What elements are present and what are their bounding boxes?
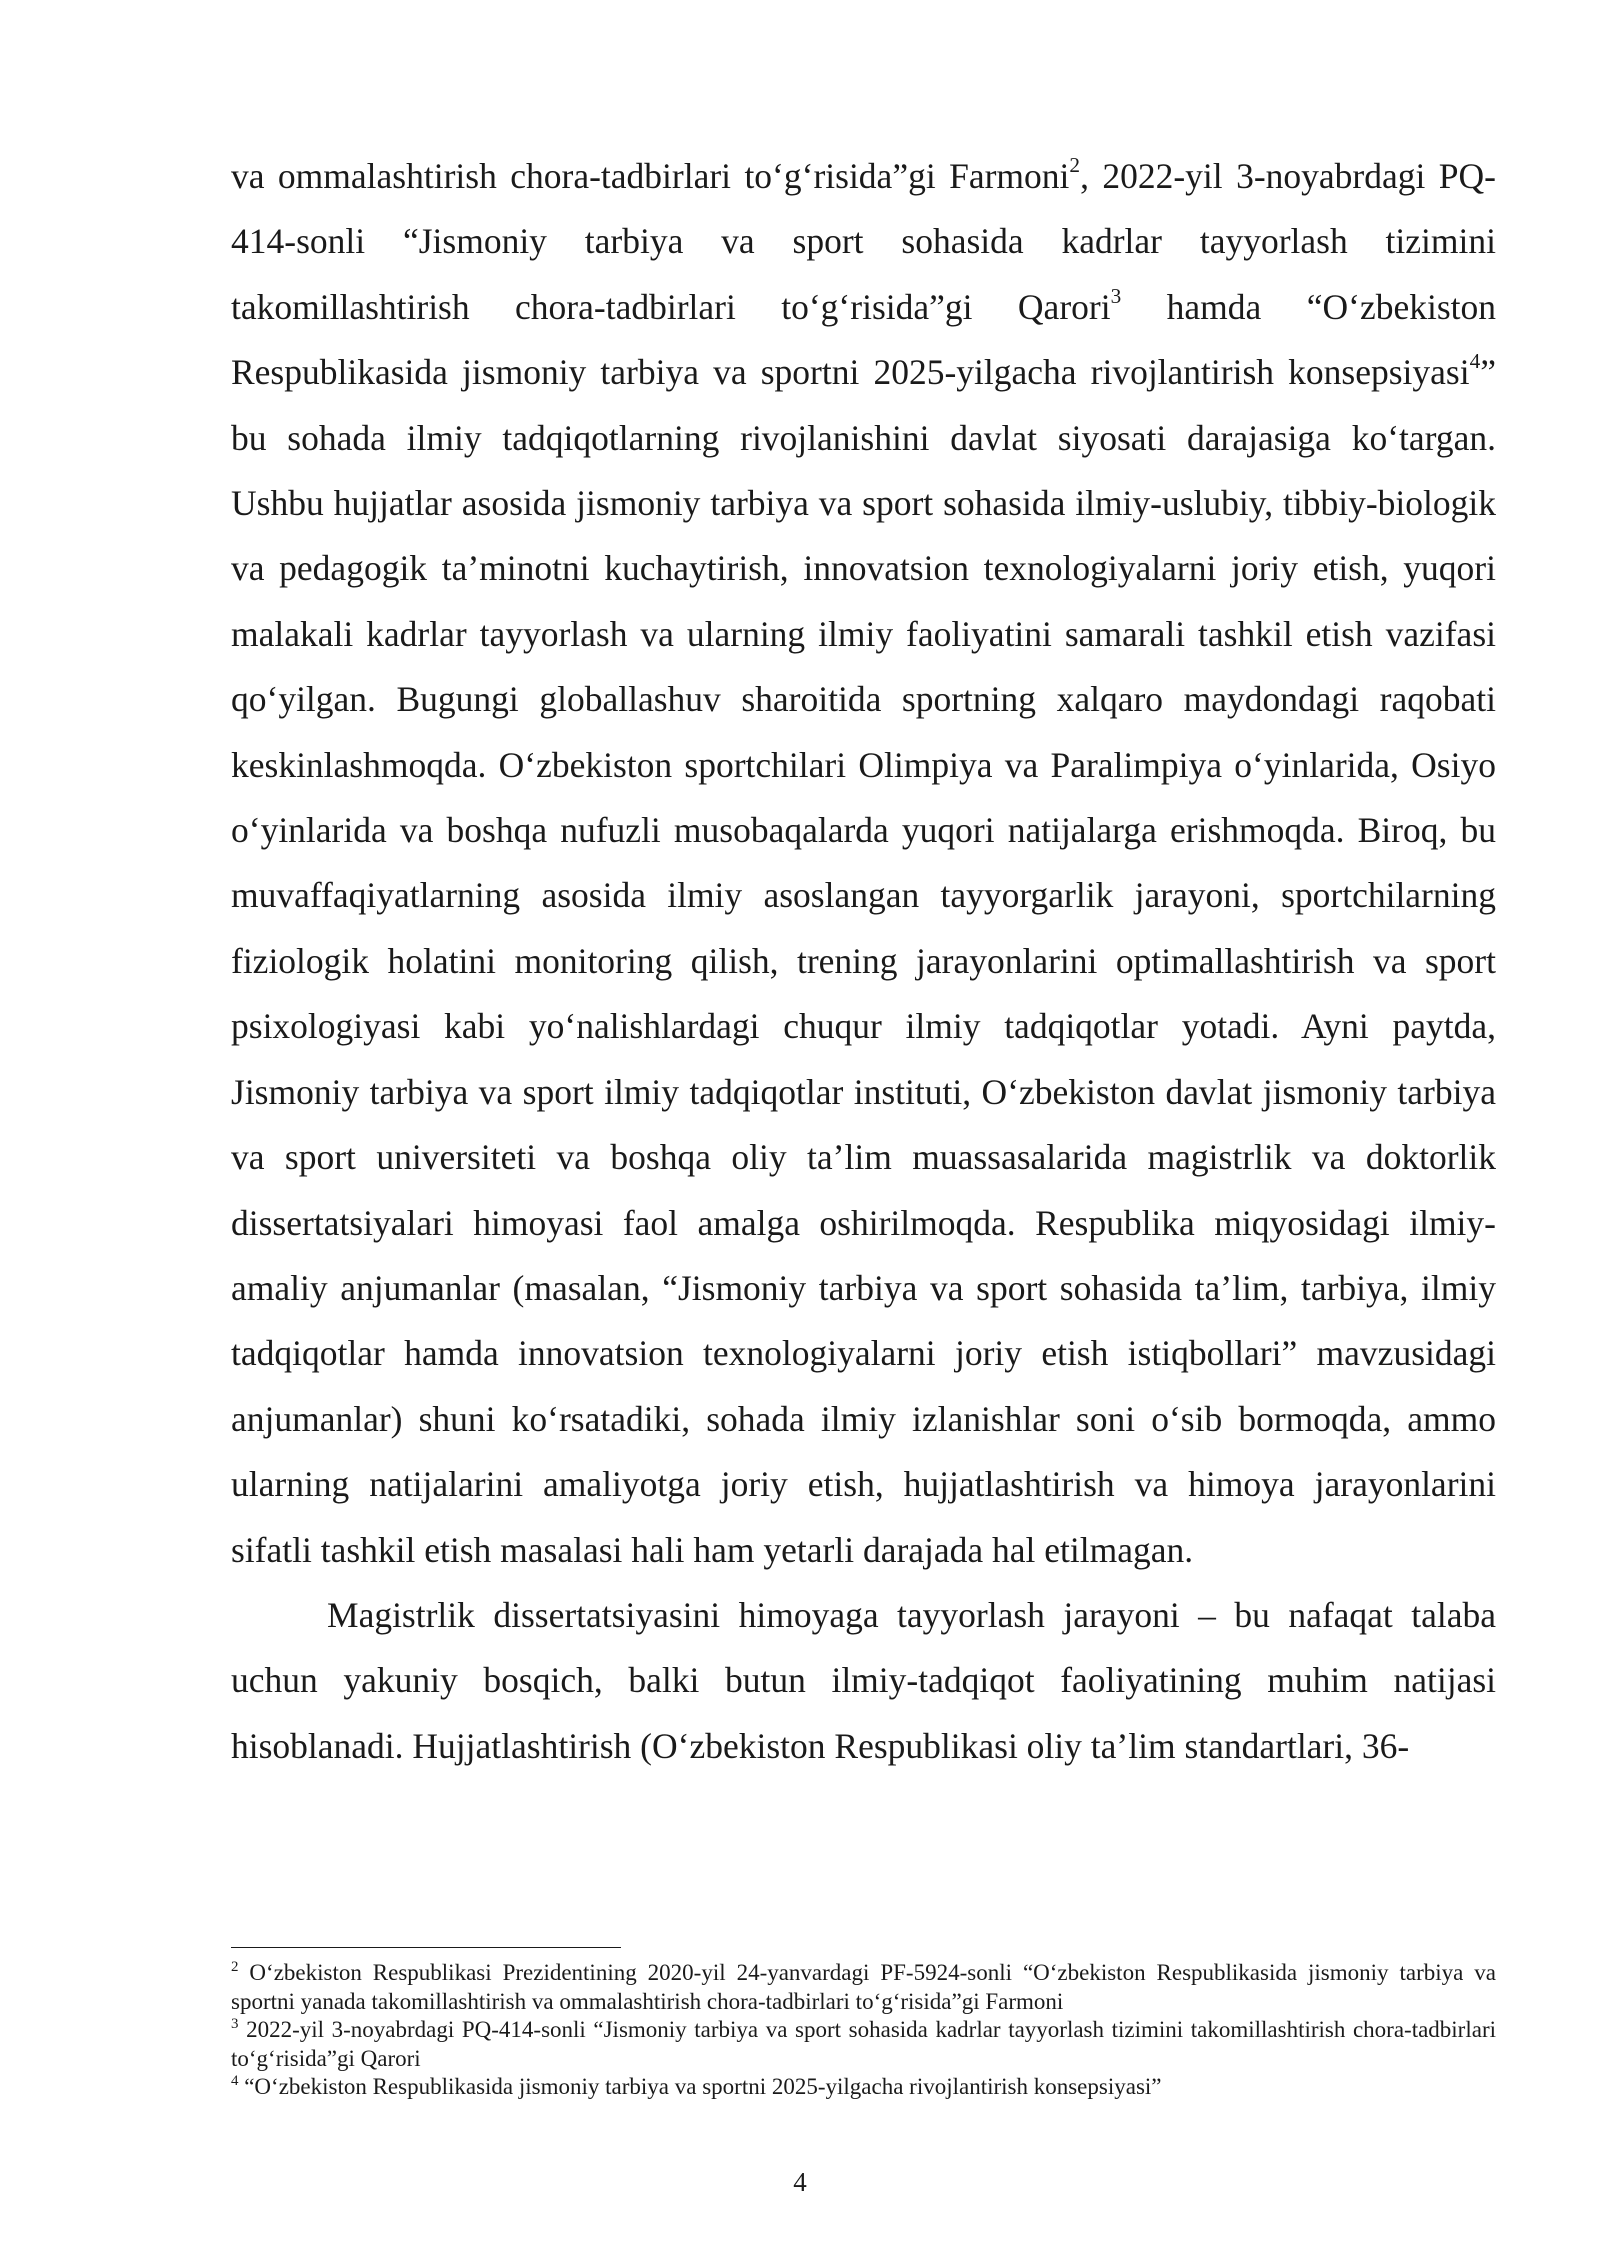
body-text [231,144,1496,1779]
footnotes [231,1959,1496,2102]
paragraph-text: , 2022-yil 3-noyabrdagi PQ-414-sonli “Jismoniy tarbiya va sport sohasida kadrlar tayyorlash tizimini takomillashtirish chora-tadbirlari to‘g‘risida”gi Qarori [231,156,1496,327]
paragraph-text: hamda “O‘zbekiston Respublikasida jismoniy tarbiya va sportni 2025-yilgacha rivojlantirish konsepsiyasi [231,286,1496,393]
footnote-mark: 3 [231,2016,239,2033]
footnote [231,2016,1496,2073]
paragraph-text: ” bu sohada ilmiy tadqiqotlarning rivojlanishini davlat siyosati darajasiga ko‘targan. Ushbu hujjatlar asosida jismoniy tarbiya va sport sohasida ilmiy-uslubiy, tibbiy-biologik va pedagogik ta’minotni kuchaytirish, innovatsion texnologiyalarni joriy etish, yuqori malakali kadrlar tayyorlash va ularning ilmiy faoliyatini samarali tashkil etish vazifasi qo‘yilgan. Bugungi globallashuv sharoitida sportning xalqaro maydondagi raqobati keskinlashmoqda. O‘zbekiston sportchilari Olimpiya va Paralimpiya o‘yinlarida, Osiyo o‘yinlarida va boshqa nufuzli musobaqalarda yuqori natijalarga erishmoqda. Biroq, bu muvaffaqiyatlarning asosida ilmiy asoslangan tayyorgarlik jarayoni, sportchilarning fiziologik holatini monitoring qilish, trening jarayonlarini optimallashtirish va sport psixologiyasi kabi yo‘nalishlardagi chuqur ilmiy tadqiqotlar yotadi. Ayni paytda, Jismoniy tarbiya va sport ilmiy tadqiqotlar instituti, O‘zbekiston davlat jismoniy tarbiya va sport universiteti va boshqa oliy ta’lim muassasalarida magistrlik va doktorlik dissertatsiyalari himoyasi faol amalga oshirilmoqda. Respublika miqyosidagi ilmiy-amaliy anjumanlar (masalan, “Jismoniy tarbiya va sport sohasida ta’lim, tarbiya, ilmiy tadqiqotlar hamda innovatsion texnologiyalarni joriy etish istiqbollari” mavzusidagi anjumanlar) shuni ko‘rsatadiki, sohada ilmiy izlanishlar soni o‘sib bormoqda, ammo ularning natijalarini amaliyotga joriy etish, hujjatlashtirish va himoya jarayonlarini sifatli tashkil etish masalasi hali ham yetarli darajada hal etilmagan. [231,352,1496,1570]
footnote-text: 2022-yil 3-noyabrdagi PQ-414-sonli “Jismoniy tarbiya va sport sohasida kadrlar tayyorlash tizimini takomillashtirish chora-tadbirlari to‘g‘risida”gi Qarori [231,2017,1496,2071]
footnote-text: “O‘zbekiston Respublikasida jismoniy tarbiya va sportni 2025-yilgacha rivojlantirish konsepsiyasi” [238,2074,1162,2099]
footnote-mark: 2 [231,1959,239,1976]
footnote [231,1959,1496,2016]
paragraph-continued [231,144,1496,1583]
footnote [231,2073,1496,2102]
footnote-text: O‘zbekiston Respublikasi Prezidentining 2020-yil 24-yanvardagi PF-5924-sonli “O‘zbekiston Respublikasida jismoniy tarbiya va sportni yanada takomillashtirish va ommalashtirish chora-tadbirlari to‘g‘risida”gi Farmoni [231,1960,1496,2014]
page-number: 4 [793,2167,807,2197]
footnote-ref[interactable]: 2 [1069,153,1081,178]
footnote-mark: 4 [231,2073,239,2090]
footnote-separator [231,1947,621,1948]
footnote-ref[interactable]: 3 [1110,283,1122,308]
paragraph-text: va ommalashtirish chora-tadbirlari to‘g‘risida”gi Farmoni [231,156,1070,196]
footnote-ref[interactable]: 4 [1469,349,1481,374]
paragraph: Magistrlik dissertatsiyasini himoyaga tayyorlash jarayoni – bu nafaqat talaba uchun yakuniy bosqich, balki butun ilmiy-tadqiqot faoliyatining muhim natijasi hisoblanadi. Hujjatlashtirish (O‘zbekiston Respublikasi oliy ta’lim standartlari, 36- [231,1594,1496,1766]
